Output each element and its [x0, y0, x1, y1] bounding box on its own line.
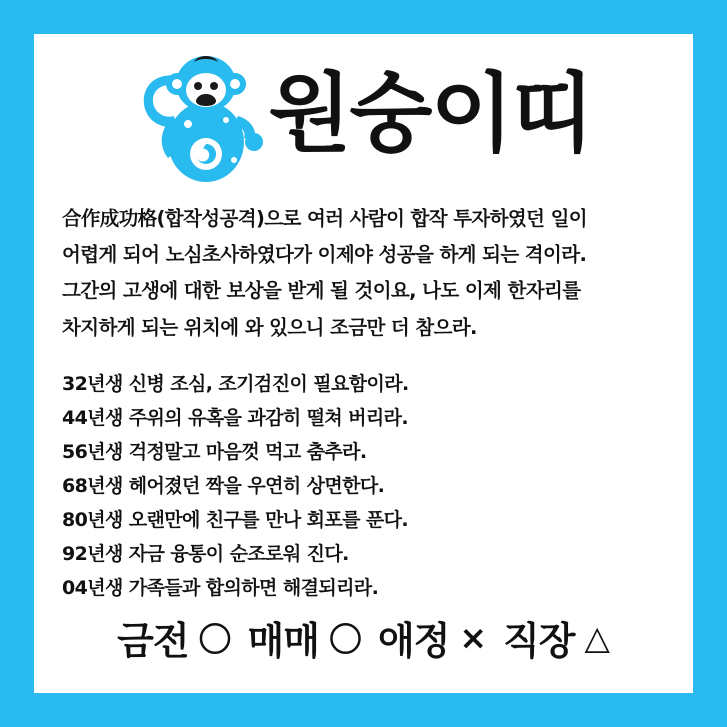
fortune-label: 애정 — [377, 619, 450, 663]
list-item: 92년생 자금 융통이 순조로워 진다. — [62, 543, 349, 566]
triangle-mark-icon: △ — [584, 618, 610, 657]
fortune-label: 직장 — [503, 619, 575, 663]
fortune-card — [34, 34, 693, 693]
fortune-item-love — [378, 610, 487, 665]
intro-paragraph — [62, 204, 665, 343]
fortune-summary-row — [34, 610, 693, 665]
card-body — [34, 204, 693, 603]
birth-year-list — [62, 371, 665, 603]
cross-mark-icon: × — [459, 618, 488, 657]
circle-mark-icon: 〇 — [198, 620, 232, 659]
list-item: 32년생 신병 조심, 조기검진이 필요함이라. — [62, 372, 409, 395]
list-item: 68년생 헤어졌던 짝을 우연히 상면한다. — [62, 475, 385, 498]
intro-line: 어렵게 되어 노심초사하였다가 이제야 성공을 하게 되는 격이라. — [62, 243, 587, 267]
intro-line: 合作成功格(합작성공격)으로 여러 사람이 합작 투자하였던 일이 — [62, 207, 588, 230]
fortune-item-work — [503, 610, 610, 665]
fortune-item-trade — [248, 610, 362, 665]
list-item: 80년생 오랜만에 친구를 만나 회포를 푼다. — [62, 509, 408, 532]
fortune-label: 금전 — [117, 619, 189, 663]
card-header — [34, 34, 693, 186]
monkey-zodiac-icon — [134, 46, 264, 186]
page-title: 원숭이띠 — [268, 64, 593, 164]
list-item: 04년생 가족들과 합의하면 해결되리라. — [62, 577, 379, 600]
circle-mark-icon: 〇 — [328, 620, 362, 659]
list-item: 44년생 주위의 유혹을 과감히 떨쳐 버리라. — [62, 406, 408, 429]
fortune-item-money — [117, 610, 231, 665]
list-item: 56년생 걱정말고 마음껏 먹고 춤추라. — [62, 440, 367, 463]
intro-line: 그간의 고생에 대한 보상을 받게 될 것이요, 나도 이제 한자리를 — [62, 279, 581, 303]
fortune-label: 매매 — [247, 619, 319, 663]
intro-line: 차지하게 되는 위치에 와 있으니 조금만 더 참으라. — [62, 315, 477, 339]
